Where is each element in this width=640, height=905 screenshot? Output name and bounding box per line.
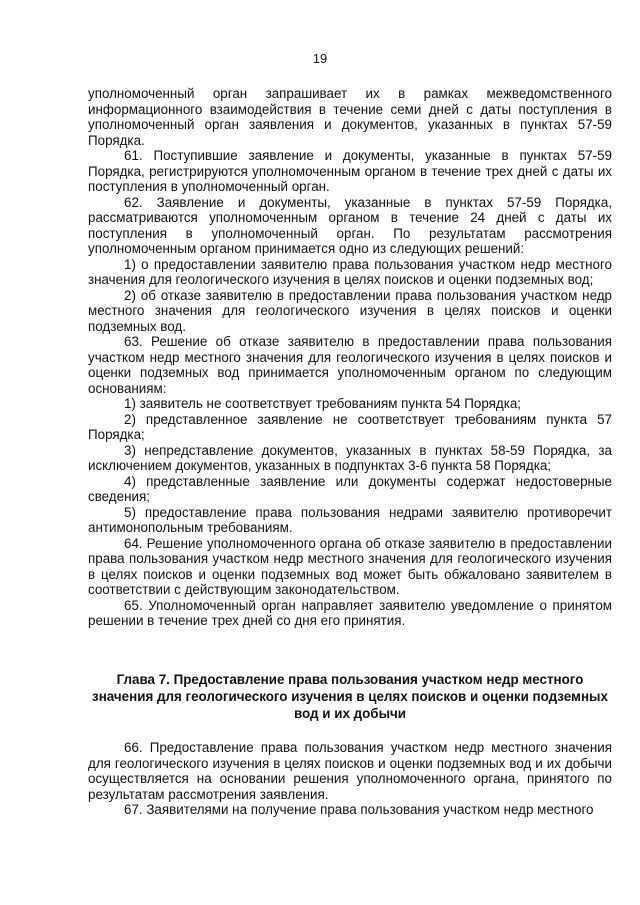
paragraph-64: 64. Решение уполномоченного органа об отказе заявителю в предоставлении права пользования участком недр местного значения для геологического изучения в целях поисков и оценки подземных вод может быть обжаловано заявителем в соответствии с действующим законодательством. xyxy=(88,535,612,597)
paragraph-continuation: уполномоченный орган запрашивает их в рамках межведомственного информационного взаимодействия в течение семи дней с даты поступления в уполномоченный орган заявления и документов, указанных в пунктах 57-59 Порядка. xyxy=(88,86,612,148)
paragraph-63-item-2: 2) представленное заявление не соответствует требованиям пункта 57 Порядка; xyxy=(88,411,612,442)
paragraph-63: 63. Решение об отказе заявителю в предоставлении права пользования участком недр местного значения для геологического изучения в целях поисков и оценки подземных вод принимается уполномоченным органом по следующим основаниям: xyxy=(88,334,612,396)
paragraph-62-item-1: 1) о предоставлении заявителю права пользования участком недр местного значения для геологического изучения в целях поисков и оценки подземных вод; xyxy=(88,256,612,287)
paragraph-63-item-3: 3) непредставление документов, указанных в пунктах 58-59 Порядка, за исключением документов, указанных в подпунктах 3-6 пункта 58 Порядка; xyxy=(88,442,612,473)
paragraph-67: 67. Заявителями на получение права пользования участком недр местного xyxy=(124,802,594,817)
paragraph-62: 62. Заявление и документы, указанные в пунктах 57-59 Порядка, рассматриваются уполномоченным органом в течение 24 дней с даты их поступления в уполномоченный орган. По результатам рассмотрения уполномоченным органом принимается одно из следующих решений: xyxy=(88,194,612,256)
paragraph-63-item-1: 1) заявитель не соответствует требованиям пункта 54 Порядка; xyxy=(124,396,522,411)
chapter-heading: Глава 7. Предоставление права пользования участком недр местного значения для геологического изучения в целях поисков и оценки подземных вод и их добычи xyxy=(92,672,608,721)
paragraph-61: 61. Поступившие заявление и документы, указанные в пунктах 57-59 Порядка, регистрируются уполномоченным органом в течение трех дней с даты их поступления в уполномоченный орган. xyxy=(88,148,612,194)
paragraph-63-item-4: 4) представленные заявление или документы содержат недостоверные сведения; xyxy=(88,473,612,504)
document-body-continued xyxy=(88,740,612,818)
paragraph-66: 66. Предоставление права пользования участком недр местного значения для геологического изучения в целях поисков и оценки подземных вод и их добычи осуществляется на основании решения уполномоченного органа, принятого по результатам рассмотрения заявления. xyxy=(88,740,612,802)
page-number: 19 xyxy=(312,51,328,66)
paragraph-63-item-5: 5) предоставление права пользования недрами заявителю противоречит антимонопольным требованиям. xyxy=(88,504,612,535)
document-body xyxy=(88,86,612,629)
paragraph-62-item-2: 2) об отказе заявителю в предоставлении права пользования участком недр местного значения для геологического изучения в целях поисков и оценки подземных вод. xyxy=(88,287,612,334)
paragraph-65: 65. Уполномоченный орган направляет заявителю уведомление о принятом решении в течение трех дней со дня его принятия. xyxy=(88,597,612,628)
